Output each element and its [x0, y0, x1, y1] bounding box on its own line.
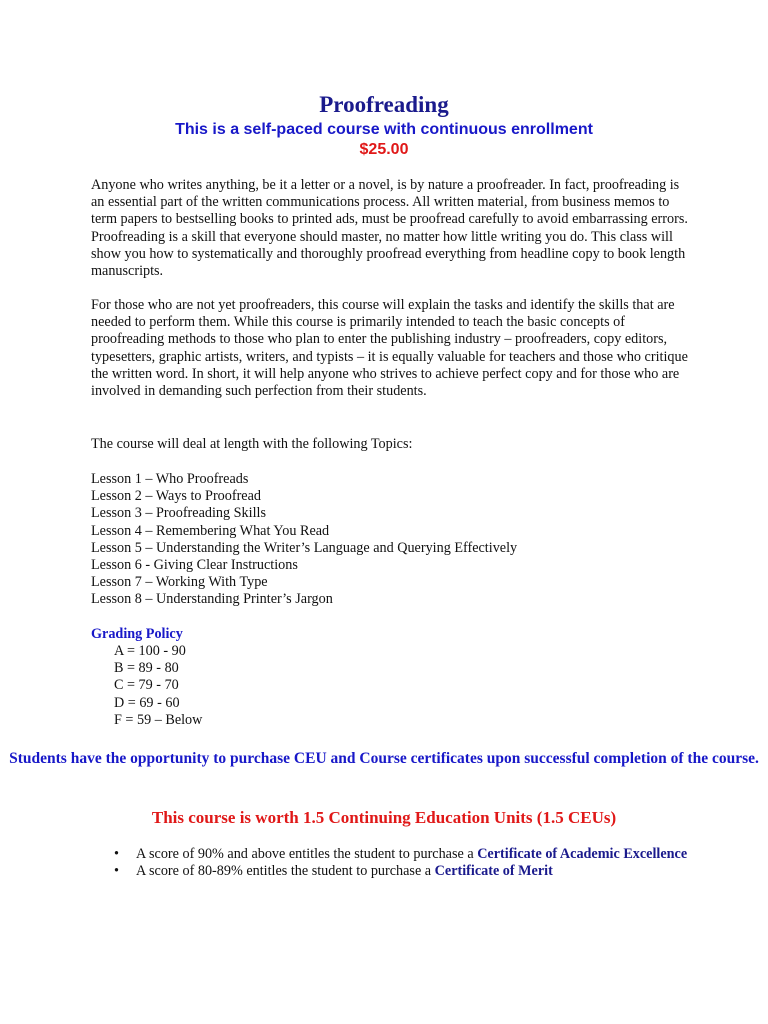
topics-intro: The course will deal at length with the following Topics:: [91, 436, 413, 452]
bullet-icon: •: [114, 846, 119, 862]
lesson-item: Lesson 8 – Understanding Printer’s Jargon: [91, 591, 333, 608]
course-price: $25.00: [359, 141, 409, 158]
lesson-item: Lesson 7 – Working With Type: [91, 574, 268, 591]
lesson-item: Lesson 4 – Remembering What You Read: [91, 522, 330, 539]
certificate-list: [91, 846, 691, 880]
grade-item: A = 100 - 90: [114, 643, 186, 659]
page-subtitle: This is a self-paced course with continuous enrollment: [175, 121, 593, 138]
grade-item: F = 59 – Below: [114, 711, 203, 728]
lesson-item: Lesson 1 – Who Proofreads: [91, 471, 249, 487]
bullet-icon: •: [114, 863, 119, 880]
certificate-item: [91, 846, 691, 863]
grading-policy-heading: Grading Policy: [91, 626, 183, 642]
ceu-note: This course is worth 1.5 Continuing Education Units (1.5 CEUs): [151, 808, 617, 827]
grade-item: D = 69 - 60: [114, 694, 180, 711]
lesson-list: [91, 471, 517, 609]
intro-paragraph: Anyone who writes anything, be it a letter or a novel, is by nature a proofreader. In fact, proofreading is an essential part of the written communications process. All written material, from business memos to term papers to bestselling books to printed ads, must be proofread carefully to avoid embarrassing errors. Proofreading is a skill that everyone should master, no matter how little writing you do. This class will show you how to systematically and thoroughly proofread everything from headline copy to book length manuscripts.: [91, 177, 688, 280]
grade-item: C = 79 - 70: [114, 677, 179, 694]
grade-list: [114, 643, 202, 729]
lesson-item: Lesson 6 - Giving Clear Instructions: [91, 557, 298, 574]
certificate-name: Certificate of Academic Excellence: [477, 846, 688, 862]
certificate-purchase-note: Students have the opportunity to purchase CEU and Course certificates upon successful completion of the course.: [9, 750, 759, 767]
certificate-item: [91, 863, 691, 880]
certificate-criteria: A score of 80-89% entitles the student to purchase a: [136, 863, 435, 880]
lesson-item: Lesson 3 – Proofreading Skills: [91, 505, 266, 522]
grade-item: B = 89 - 80: [114, 660, 179, 677]
lesson-item: Lesson 5 – Understanding the Writer’s Language and Querying Effectively: [91, 539, 518, 556]
lesson-item: Lesson 2 – Ways to Proofread: [91, 488, 261, 505]
certificate-name: Certificate of Merit: [434, 863, 553, 880]
audience-paragraph: For those who are not yet proofreaders, this course will explain the tasks and identify the skills that are needed to perform them. While this course is primarily intended to teach the basic concepts of proofreading methods to those who plan to enter the publishing industry – proofreaders, copy editors, typesetters, graphic artists, writers, and typists – it is equally valuable for teachers and those who critique the written word. In short, it will help anyone who strives to achieve perfect copy and for those who are involved in demanding such perfection from their students.: [91, 297, 688, 400]
certificate-criteria: A score of 90% and above entitles the student to purchase a: [136, 846, 478, 862]
page-title: Proofreading: [319, 92, 449, 117]
